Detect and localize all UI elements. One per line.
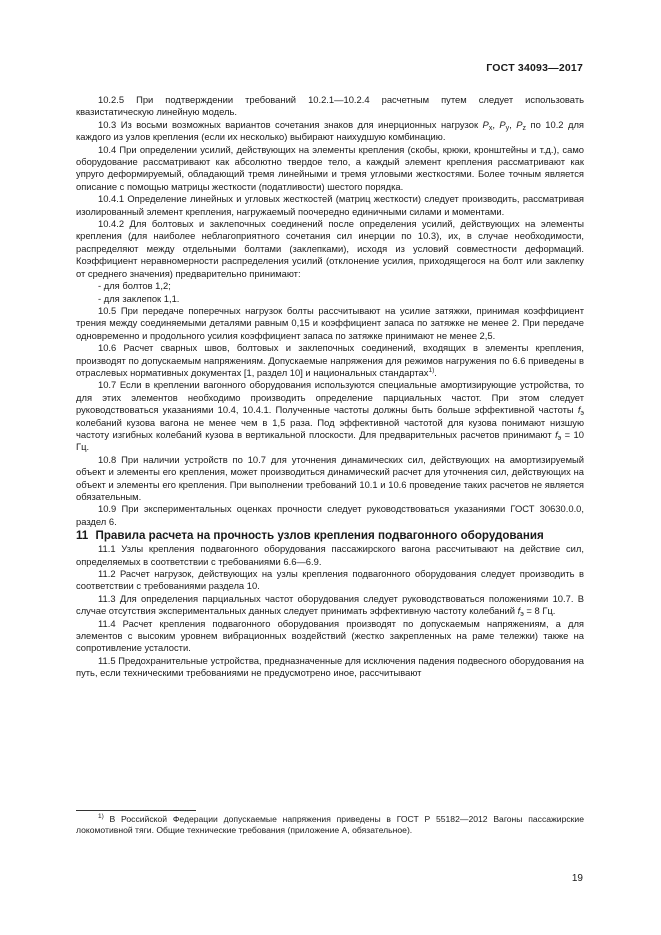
footnote-marker: 1) bbox=[98, 813, 104, 820]
list-item-bolts: - для болтов 1,2; bbox=[98, 280, 171, 292]
paragraph-10-7: 10.7 Если в креплении вагонного оборудования используются специальные амортизирующие устройства, то для этих элементов необходимо производить определение парциальных частот. При этом следует руководствоваться указаниями 10.4, 10.4.1. Полученные частоты должны быть больше эффективной частоты $f_э$ колебаний кузова вагона не менее чем в 1,5 раза. Под эффективной частотой для кузова понимают низшую частоту изгибных колебаний кузова в вертикальной плоскости. Для предварительных расчетов принимают $f_э = 10$ Гц. bbox=[76, 379, 584, 453]
footnote-divider bbox=[76, 810, 196, 811]
paragraph-11-3: 11.3 Для определения парциальных частот оборудования следует руководствоваться положениями 10.7. В случае отсутствия экспериментальных данных следует принимать эффективную частоту колебаний $f_э = 8$ Гц. bbox=[76, 592, 584, 619]
page-number: 19 bbox=[571, 873, 583, 884]
footnote: $^{1)}$ В Российской Федерации допускаемые напряжения приведены в ГОСТ Р 55182—2012 Вагоны пассажирские локомотивной тяги. Общие технические требования (приложение А, обязательное). bbox=[76, 813, 584, 836]
paragraph-11-5: 11.5 Предохранительные устройства, предназначенные для исключения падения подвесного оборудования на путь, если техническими требованиями не предусмотрено иное, рассчитывают bbox=[76, 654, 584, 679]
document-body bbox=[76, 94, 584, 680]
section-heading: 11 Правила расчета на прочность узлов крепления подвагонного оборудования bbox=[76, 529, 544, 543]
paragraph-10-8: 10.8 При наличии устройств по 10.7 для уточнения динамических сил, действующих на амортизируемый объект и элементы его крепления, может производиться динамический расчет для уточнения сил, действующих на объект и элементы его крепления. При выполнении требований 10.1 и 10.6 проведение таких расчетов не является обязательным. bbox=[76, 453, 584, 502]
paragraph-10-4-2: 10.4.2 Для болтовых и заклепочных соединений после определения усилий, действующих на элементы крепления (для наиболее неблагоприятного сочетания сил инерции по 10.3), их, в случае необходимости, распределяют между отдельными болтами (заклепками), исходя из условий совместности деформаций. Коэффициент неравномерности распределения усилий (отклонение усилия, приходящегося на болт или заклепку от среднего значения) предварительно принимают: bbox=[76, 218, 584, 279]
paragraph-11-4: 11.4 Расчет крепления подвагонного оборудования производят по допускаемым напряжениям, а для элементов с высоким уровнем вибрационных воздействий (жестко закрепленных на раме тележки) также на сопротивление усталости. bbox=[76, 617, 584, 654]
paragraph-10-4-1: 10.4.1 Определение линейных и угловых жесткостей (матриц жесткости) следует производить, рассматривая изолированный элемент крепления, нагружаемый поочередно единичными силами и моментами. bbox=[76, 193, 584, 217]
paragraph-11-2: 11.2 Расчет нагрузок, действующих на узлы крепления подвагонного оборудования следует производить в соответствии с требованиями раздела 10. bbox=[76, 568, 584, 592]
paragraph-10-4: 10.4 При определении усилий, действующих на элементы крепления (скобы, крюки, кронштейны и т.д.), само оборудование рассматривают как абсолютно твердое тело, а каждый элемент крепления рассматривают как упруго деформируемый, обладающий тремя линейными и тремя угловыми жесткостями. Более точным является описание с помощью матрицы жесткости (податливости) шестого порядка. bbox=[76, 143, 584, 192]
paragraph-10-2-5: 10.2.5 При подтверждении требований 10.2.1—10.2.4 расчетным путем следует использовать квазистатическую линейную модель. bbox=[76, 94, 584, 118]
paragraph-10-9: 10.9 При экспериментальных оценках прочности следует руководствоваться указаниями ГОСТ 30630.0.0, раздел 6. bbox=[76, 503, 584, 527]
paragraph-11-1: 11.1 Узлы крепления подвагонного оборудования пассажирского вагона рассчитывают на действие сил, определяемых в соответствии с требованиями 6.6—6.9. bbox=[76, 543, 584, 567]
paragraph-10-6: 10.6 Расчет сварных швов, болтовых и заклепочных соединений, входящих в элементы крепления, производят по допускаемым напряжениям. Допускаемые напряжения для режимов нагружения по 6.6 приведены в отраслевых нормативных документах [1, раздел 10] и национальных стандартах$^{1)}$. bbox=[76, 342, 584, 378]
footnote-ref: 1) bbox=[428, 366, 435, 374]
paragraph-10-3: 10.3 Из восьми возможных вариантов сочетания знаков для инерционных нагрузок $P_x$, $P_y$, $P_z$ по 10.2 для каждого из узлов крепления (если их несколько) выбирают наихудшую комбинацию. bbox=[76, 118, 585, 143]
document-id-header: ГОСТ 34093—2017 bbox=[486, 62, 583, 74]
list-item-rivets: - для заклепок 1,1. bbox=[98, 292, 180, 304]
paragraph-10-5: 10.5 При передаче поперечных нагрузок болты рассчитывают на усилие затяжки, принимая коэффициент трения между соединяемыми деталями равным 0,15 и коэффициент запаса по затяжке не менее 2. При передаче одновременно и продольного усилия коэффициент запаса по затяжке принимают не менее 2,5. bbox=[76, 304, 584, 341]
